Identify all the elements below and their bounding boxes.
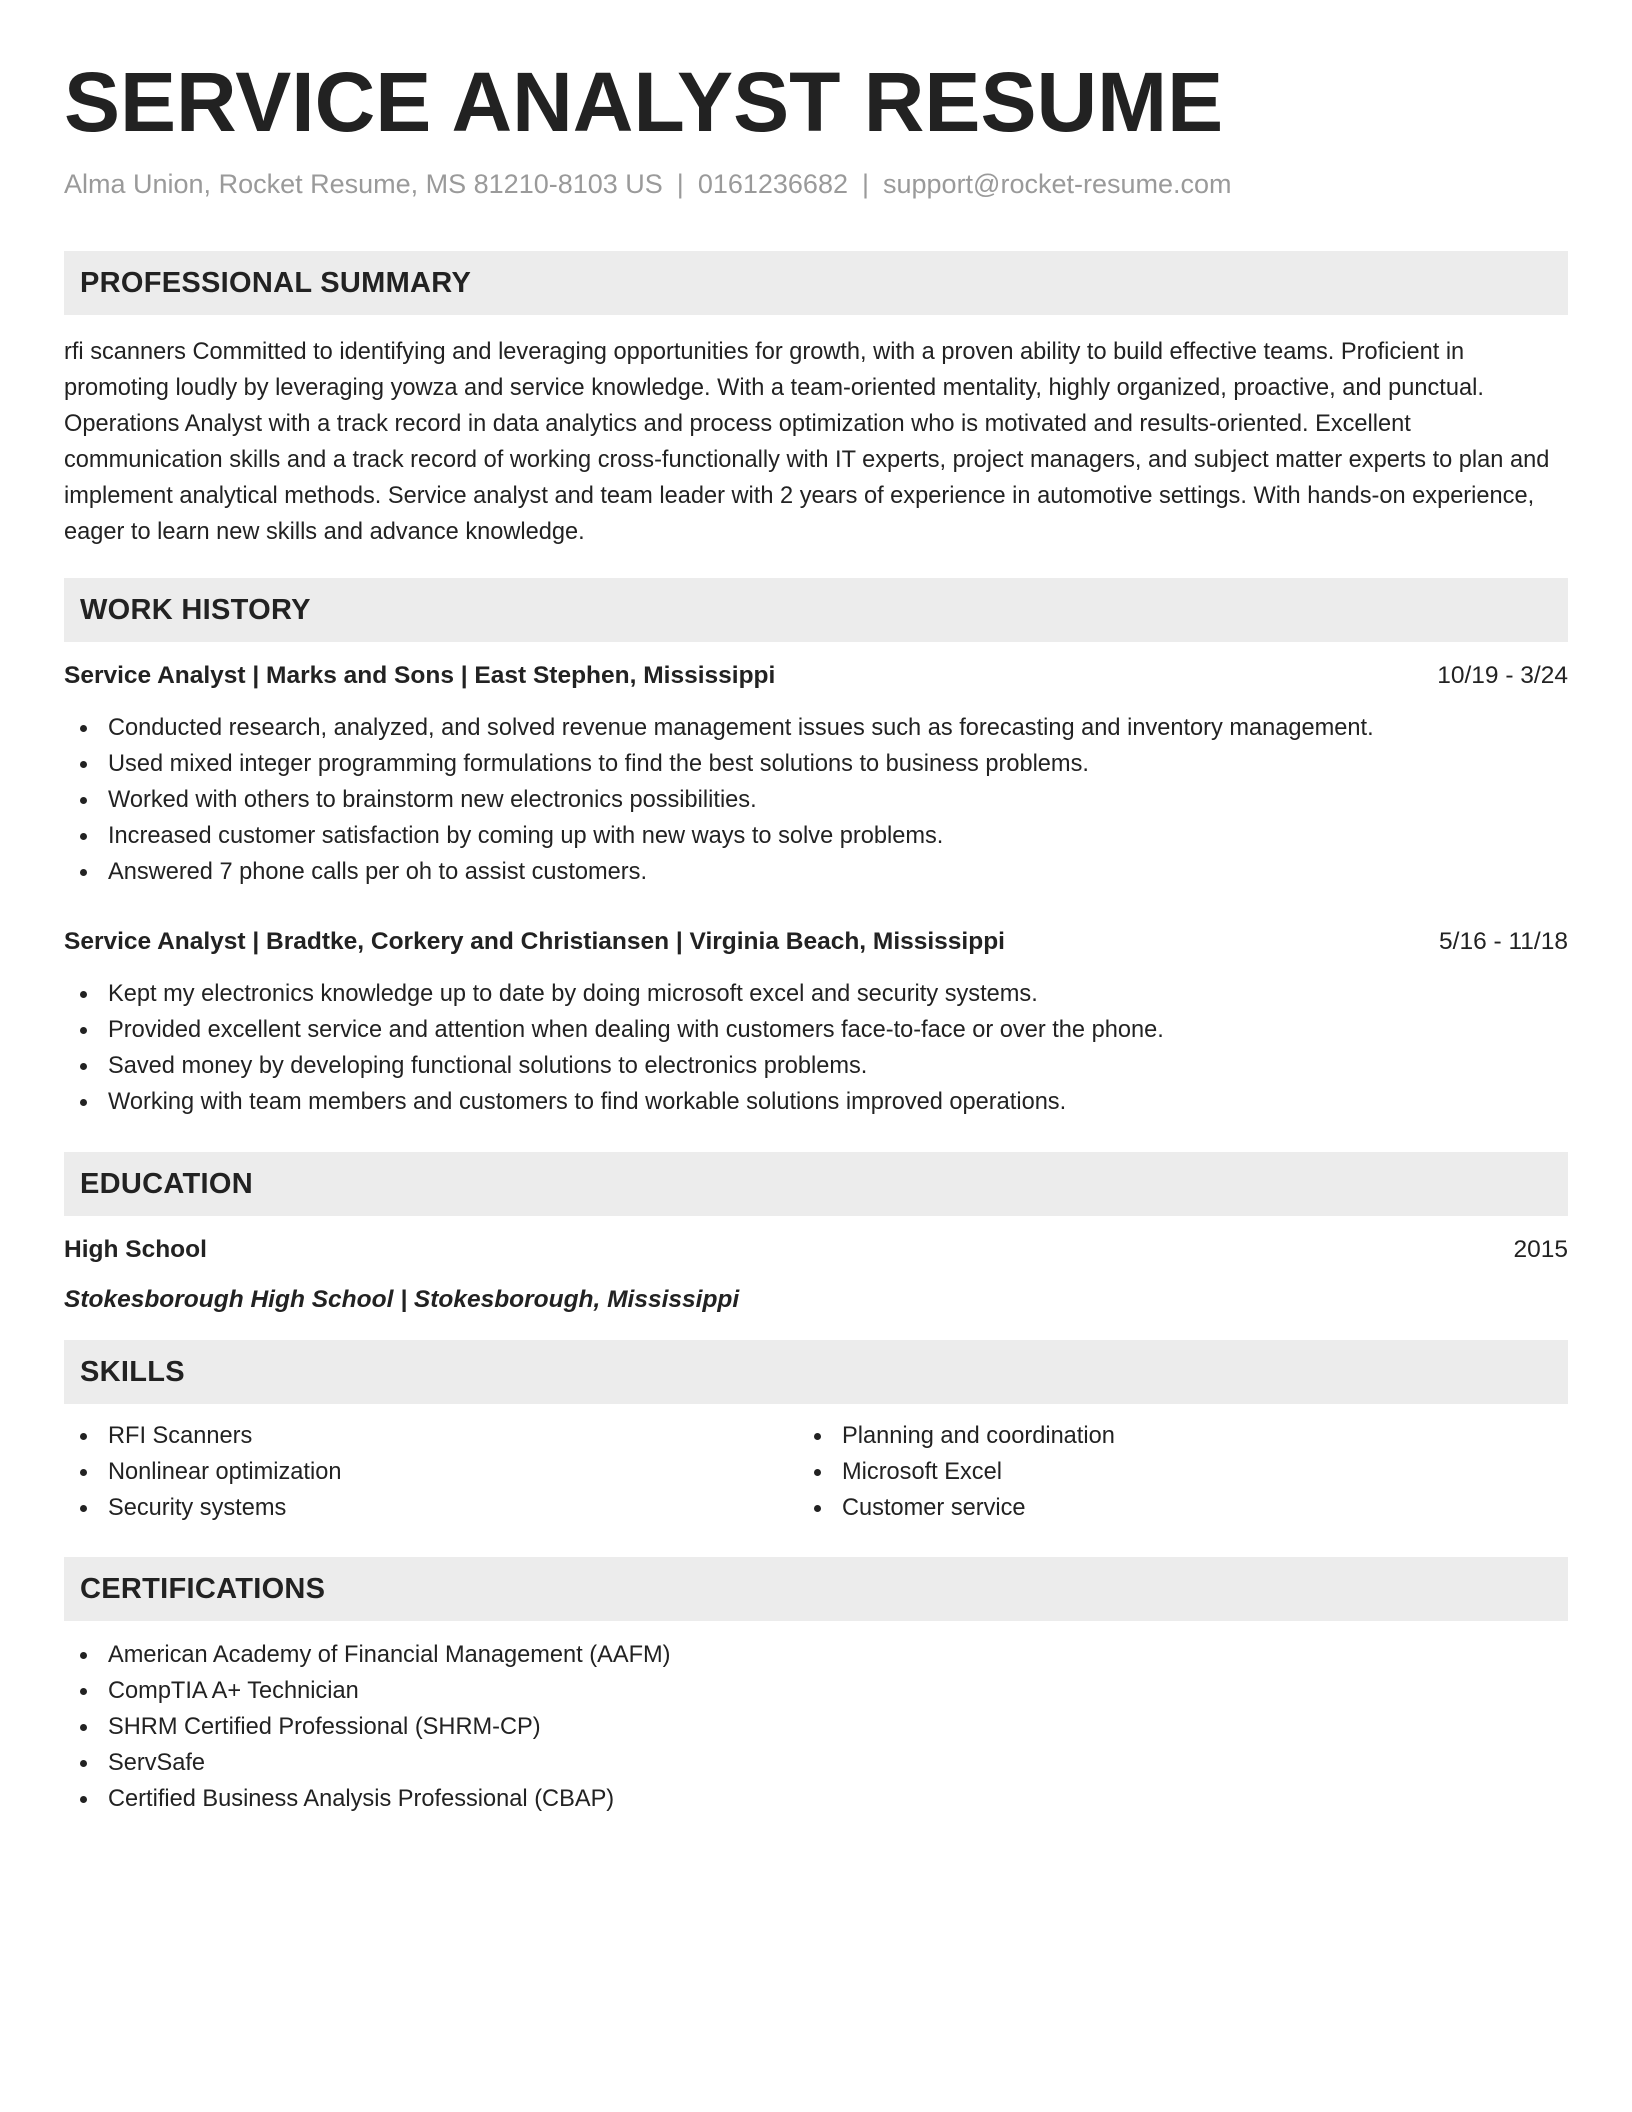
contact-email: support@rocket-resume.com <box>883 169 1232 199</box>
job-dates: 10/19 - 3/24 <box>1437 662 1568 689</box>
list-item: Answered 7 phone calls per oh to assist customers. <box>64 854 1374 890</box>
list-item: Used mixed integer programming formulations to find the best solutions to business problems. <box>64 746 1374 782</box>
job-title: Service Analyst | Bradtke, Corkery and Christiansen | Virginia Beach, Mississippi <box>64 928 1005 955</box>
list-item: Saved money by developing functional solutions to electronics problems. <box>64 1048 1164 1084</box>
list-item: Conducted research, analyzed, and solved revenue management issues such as forecasting and inventory management. <box>64 710 1374 746</box>
resume-title: SERVICE ANALYST RESUME <box>64 55 1224 149</box>
section-header-work-history <box>64 578 1568 642</box>
education-degree: High School <box>64 1236 207 1263</box>
contact-address: Alma Union, Rocket Resume, MS 81210-8103 US <box>64 169 663 199</box>
list-item: Nonlinear optimization <box>64 1454 341 1490</box>
section-title: SKILLS <box>80 1356 185 1388</box>
list-item: Certified Business Analysis Professional (CBAP) <box>64 1781 671 1817</box>
education-school: Stokesborough High School | Stokesborough, Mississippi <box>64 1286 740 1313</box>
contact-line <box>64 164 1232 204</box>
section-title: PROFESSIONAL SUMMARY <box>80 267 472 299</box>
section-title: WORK HISTORY <box>80 594 311 626</box>
skills-list-left <box>64 1418 341 1526</box>
section-title: EDUCATION <box>80 1168 253 1200</box>
certifications-list <box>64 1637 671 1817</box>
list-item: Kept my electronics knowledge up to date by doing microsoft excel and security systems. <box>64 976 1164 1012</box>
job-bullets <box>64 710 1374 890</box>
list-item: ServSafe <box>64 1745 671 1781</box>
education-row <box>64 1232 1568 1268</box>
section-header-skills <box>64 1340 1568 1404</box>
job-dates: 5/16 - 11/18 <box>1439 928 1568 955</box>
list-item: Working with team members and customers to find workable solutions improved operations. <box>64 1084 1164 1120</box>
job-title: Service Analyst | Marks and Sons | East Stephen, Mississippi <box>64 662 776 689</box>
list-item: Worked with others to brainstorm new electronics possibilities. <box>64 782 1374 818</box>
section-header-certifications <box>64 1557 1568 1621</box>
list-item: CompTIA A+ Technician <box>64 1673 671 1709</box>
contact-separator: | <box>676 169 684 199</box>
list-item: Microsoft Excel <box>798 1454 1115 1490</box>
contact-phone: 0161236682 <box>697 169 848 199</box>
list-item: Security systems <box>64 1490 341 1526</box>
list-item: Customer service <box>798 1490 1115 1526</box>
job-header <box>64 658 1568 694</box>
skills-list-right <box>798 1418 1115 1526</box>
job-header <box>64 924 1568 960</box>
summary-paragraph: rfi scanners Committed to identifying and leveraging opportunities for growth, with a proven ability to build effective teams. Proficient in promoting loudly by leveraging yowza and service knowledge. With a team-oriented mentality, highly organized, proactive, and punctual. Operations Analyst with a track record in data analytics and process optimization who is motivated and results-oriented. Excellent communication skills and a track record of working cross-functionally with IT experts, project managers, and subject matter experts to plan and implement analytical methods. Service analyst and team leader with 2 years of experience in automotive settings. With hands-on experience, eager to learn new skills and advance knowledge. <box>64 339 1550 545</box>
list-item: Planning and coordination <box>798 1418 1115 1454</box>
section-header-education <box>64 1152 1568 1216</box>
list-item: RFI Scanners <box>64 1418 341 1454</box>
job-bullets <box>64 976 1164 1120</box>
list-item: American Academy of Financial Management (AAFM) <box>64 1637 671 1673</box>
education-year: 2015 <box>1513 1236 1568 1263</box>
list-item: Increased customer satisfaction by coming up with new ways to solve problems. <box>64 818 1374 854</box>
section-title: CERTIFICATIONS <box>80 1573 326 1605</box>
list-item: Provided excellent service and attention when dealing with customers face-to-face or over the phone. <box>64 1012 1164 1048</box>
section-header-summary <box>64 251 1568 315</box>
contact-separator: | <box>861 169 869 199</box>
list-item: SHRM Certified Professional (SHRM-CP) <box>64 1709 671 1745</box>
